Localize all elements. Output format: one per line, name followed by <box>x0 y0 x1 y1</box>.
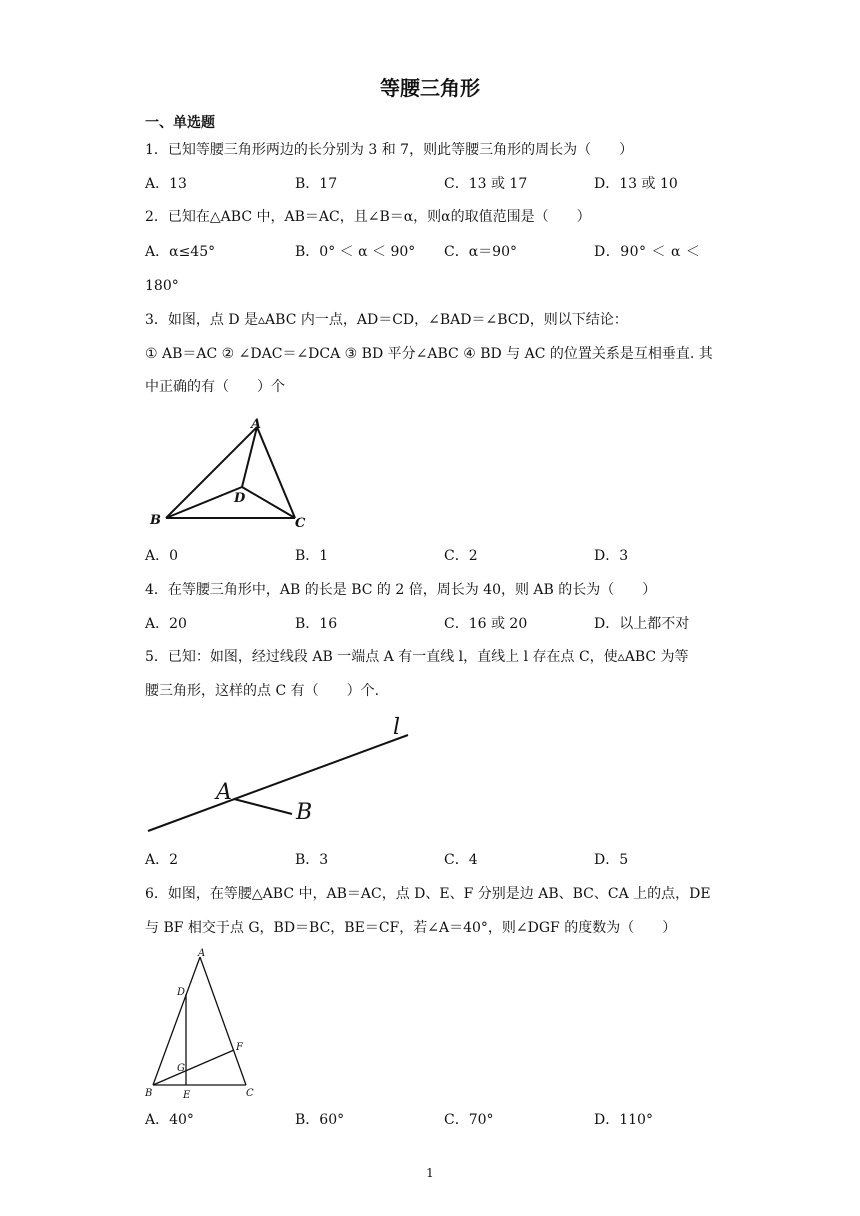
label-d: D <box>177 987 186 998</box>
q4-option-b: B．16 <box>295 616 338 632</box>
label-d: D <box>234 491 246 506</box>
q4-option-d: D．以上都不对 <box>594 616 690 632</box>
segment-bf <box>153 1050 234 1085</box>
q5-option-a: A．2 <box>145 852 179 868</box>
section-heading: 一、单选题 <box>145 115 215 131</box>
q1-option-b: B．17 <box>295 176 338 192</box>
question-4-stem: 4．在等腰三角形中，AB 的长是 BC 的 2 倍，周长为 40，则 AB 的长为（ ） <box>145 582 657 598</box>
label-l: l <box>393 715 401 740</box>
q2-option-a: A．α≤45° <box>145 244 216 260</box>
question-2-stem: 2．已知在△ABC 中，AB＝AC，且∠B＝α，则α的取值范围是（ ） <box>145 209 591 225</box>
q6-option-a: A．40° <box>145 1112 194 1128</box>
q4-option-a: A．20 <box>145 616 187 632</box>
question-5-stem-line-2: 腰三角形，这样的点 C 有（ ）个. <box>145 683 380 699</box>
q4-option-c: C．16 或 20 <box>444 616 528 632</box>
label-c: C <box>295 516 306 531</box>
segment-ad <box>242 427 257 487</box>
label-a: A <box>251 417 262 432</box>
question-1-stem: 1．已知等腰三角形两边的长分别为 3 和 7，则此等腰三角形的周长为（ ） <box>145 142 634 158</box>
q3-option-a: A．0 <box>145 548 179 564</box>
label-a: A <box>216 780 232 805</box>
line-l <box>148 735 408 831</box>
label-f: F <box>236 1042 243 1053</box>
q2-option-d: D．90° ＜ α ＜ <box>594 244 701 260</box>
q5-option-d: D．5 <box>594 852 629 868</box>
q2-option-b: B．0° ＜ α ＜ 90° <box>295 244 416 260</box>
segment-cd <box>242 487 295 518</box>
page-title: 等腰三角形 <box>380 76 480 100</box>
segment-ac <box>257 427 295 518</box>
page-number: 1 <box>426 1166 434 1180</box>
question-5-stem-line-1: 5．已知：如图，经过线段 AB 一端点 A 有一直线 l，直线上 l 存在点 C，使▵ABC 为等 <box>145 649 689 665</box>
q5-option-c: C．4 <box>444 852 478 868</box>
question-5-figure <box>140 708 420 838</box>
label-g: G <box>177 1063 185 1074</box>
segment-bd <box>166 487 242 518</box>
question-3-stem-line-2: ① AB＝AC ② ∠DAC＝∠DCA ③ BD 平分∠ABC ④ BD 与 AC 的位置关系是互相垂直. 其 <box>145 346 713 362</box>
q6-option-c: C．70° <box>444 1112 494 1128</box>
q2-option-c: C．α＝90° <box>444 244 517 260</box>
question-6-stem-line-1: 6．如图，在等腰△ABC 中，AB＝AC，点 D、E、F 分别是边 AB、BC、CA 上的点，DE <box>145 886 711 902</box>
question-3-stem-line-1: 3．如图，点 D 是▵ABC 内一点，AD＝CD，∠BAD＝∠BCD，则以下结论： <box>145 312 628 328</box>
q1-option-c: C．13 或 17 <box>444 176 528 192</box>
question-3-figure <box>140 410 320 535</box>
label-b: B <box>145 1088 153 1099</box>
question-3-stem-line-3: 中正确的有（ ）个 <box>145 379 285 395</box>
segment-ac <box>200 957 246 1085</box>
segment-ab <box>234 799 292 814</box>
q6-option-d: D．110° <box>594 1112 653 1128</box>
question-6-figure <box>140 942 270 1102</box>
q5-option-b: B．3 <box>295 852 329 868</box>
q6-option-b: B．60° <box>295 1112 345 1128</box>
label-b: B <box>150 513 161 528</box>
label-e: E <box>183 1090 191 1101</box>
label-b: B <box>296 800 313 825</box>
question-6-stem-line-2: 与 BF 相交于点 G，BD＝BC，BE＝CF，若∠A＝40°，则∠DGF 的度数为（ ） <box>145 920 677 936</box>
label-a: A <box>198 948 206 959</box>
q3-option-d: D．3 <box>594 548 629 564</box>
q3-option-c: C．2 <box>444 548 478 564</box>
q2-option-d-continued: 180° <box>145 278 179 294</box>
label-c: C <box>246 1088 254 1099</box>
q1-option-d: D．13 或 10 <box>594 176 678 192</box>
q3-option-b: B．1 <box>295 548 329 564</box>
q1-option-a: A．13 <box>145 176 187 192</box>
